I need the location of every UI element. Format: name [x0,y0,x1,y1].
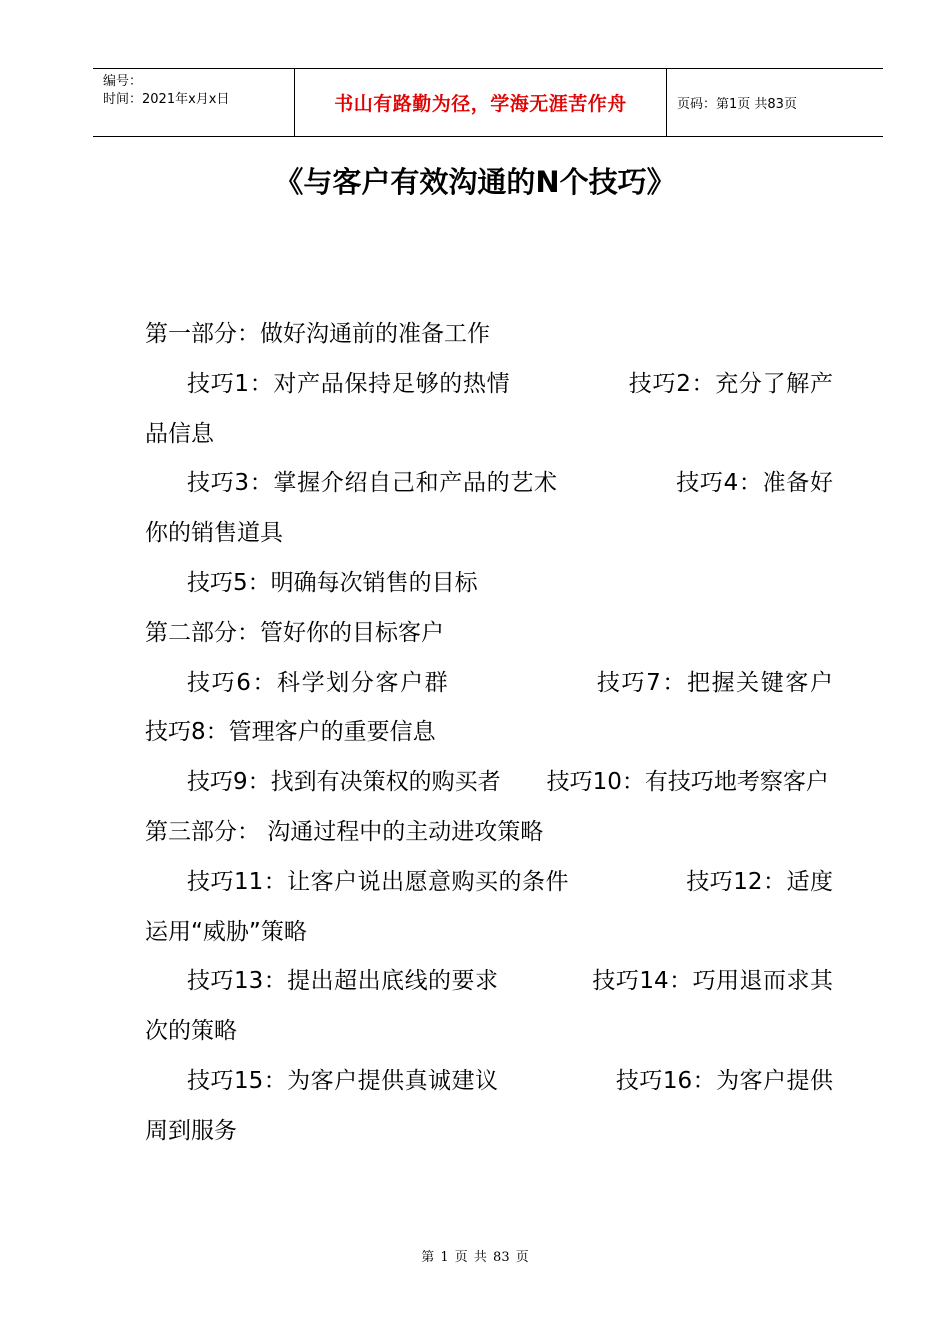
header-meta-cell [93,69,295,136]
header-motto: 书山有路勤为径，学海无涯苦作舟 [295,69,667,136]
document-time-label: 时间：2021年x月x日 [103,92,230,107]
tip-paragraph: 技巧3：掌握介绍自己和产品的艺术 技巧4：准备好你的销售道具 [145,470,833,547]
tip-paragraph: 技巧11：让客户说出愿意购买的条件 技巧12：适度运用“威胁”策略 [145,868,833,945]
tip-paragraph: 技巧15：为客户提供真诚建议 技巧16：为客户提供周到服务 [145,1067,833,1144]
tip-paragraph: 技巧9：找到有决策权的购买者 技巧10：有技巧地考察客户 [187,769,829,796]
section-heading-1: 第一部分：做好沟通前的准备工作 [145,321,490,347]
document-body [145,310,948,1157]
section-heading-3: 第三部分： 沟通过程中的主动进攻策略 [145,818,544,845]
tip-paragraph: 技巧13：提出超出底线的要求 技巧14：巧用退而求其次的策略 [145,968,833,1045]
section-heading-2: 第二部分：管好你的目标客户 [145,619,444,646]
page-header [93,68,883,137]
tip-paragraph: 技巧5：明确每次销售的目标 [187,569,478,596]
document-title: 《与客户有效沟通的N个技巧》 [274,165,676,199]
tip-paragraph: 技巧1：对产品保持足够的热情 技巧2：充分了解产品信息 [145,370,833,447]
tip-paragraph: 技巧6：科学划分客户群 技巧7：把握关键客户 技巧8：管理客户的重要信息 [145,669,948,746]
page-footer: 第 1 页 共 83 页 [421,1250,529,1265]
document-number-label: 编号： [103,74,143,89]
header-page-info: 页码：第1页 共83页 [677,97,797,112]
